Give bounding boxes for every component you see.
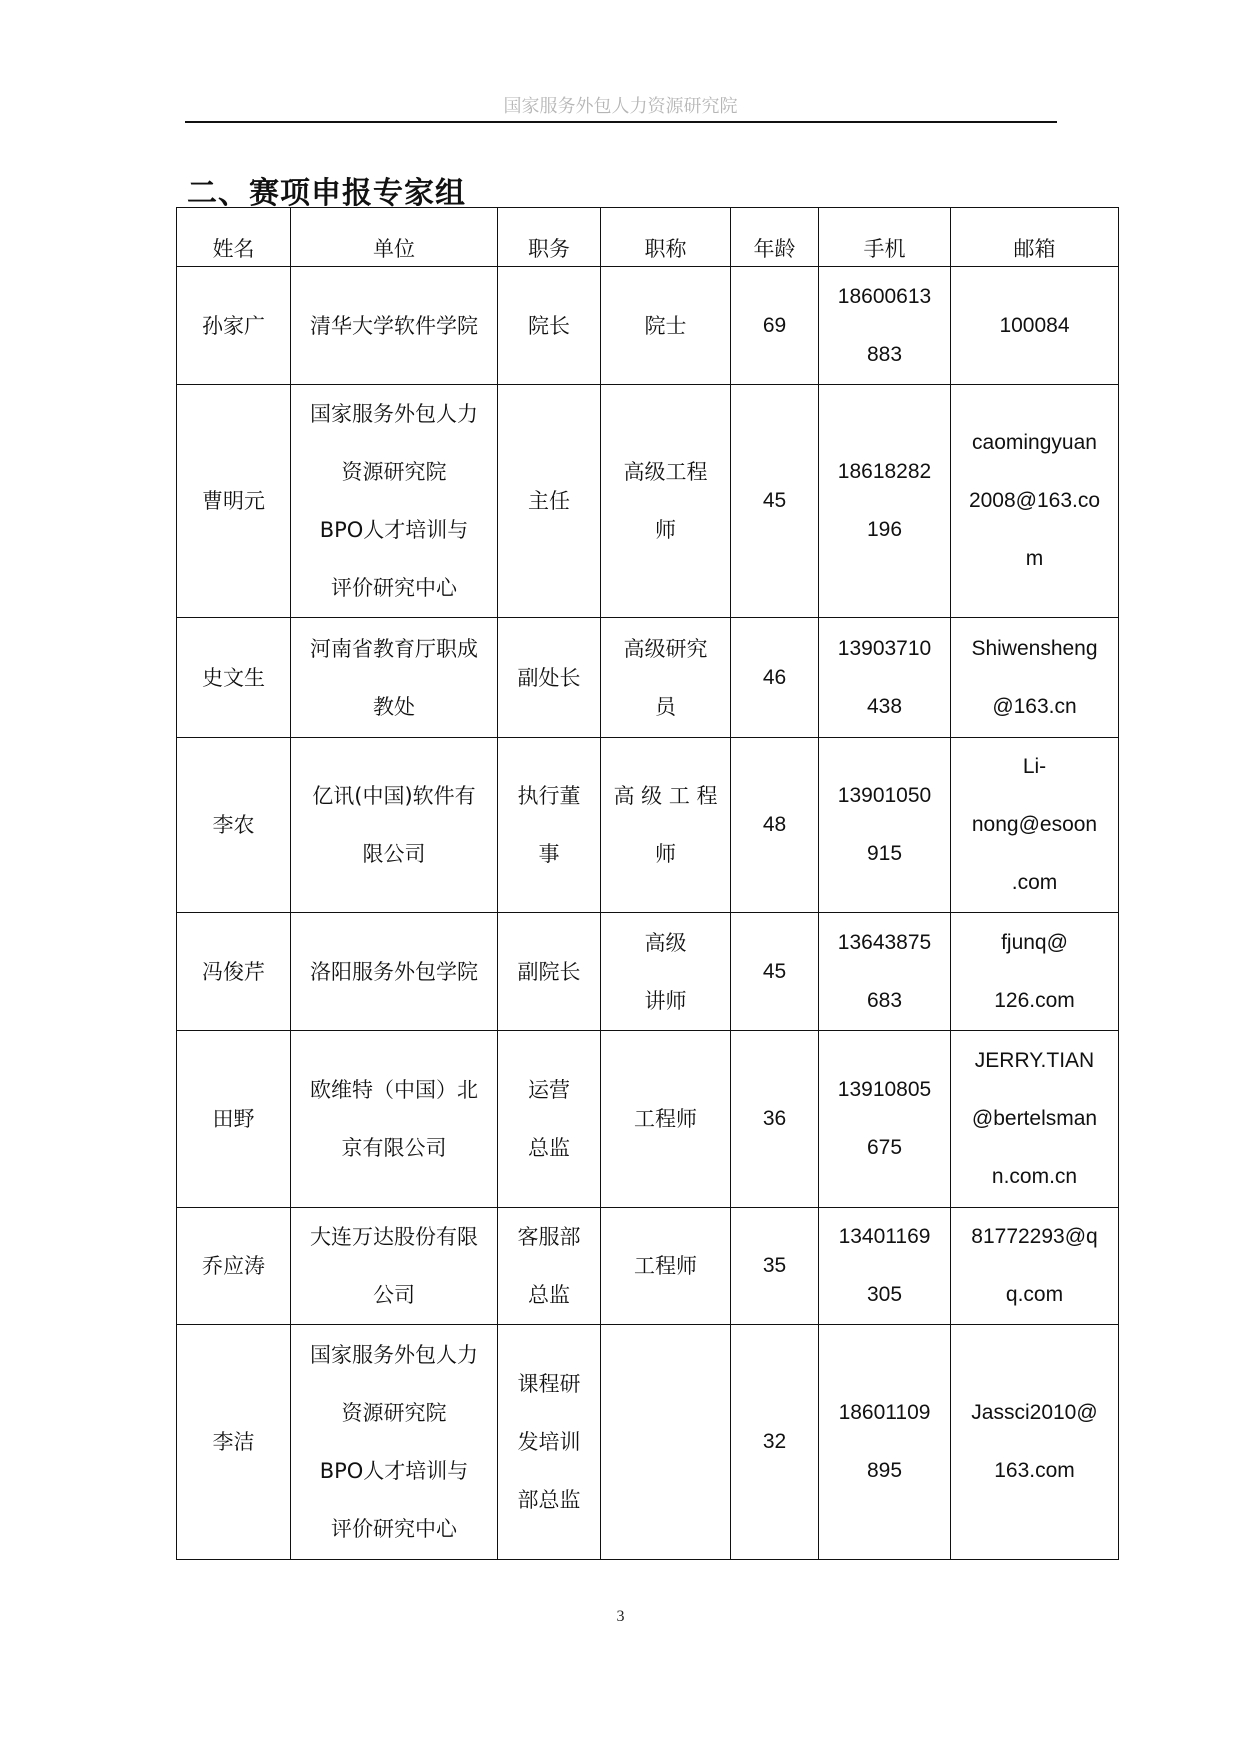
cell-title-line: 高级研究 — [623, 636, 708, 661]
table-row — [177, 913, 1119, 1031]
section-title: 二、赛项申报专家组 — [187, 176, 466, 211]
cell-email — [951, 913, 1119, 1031]
cell-title-line: 工程师 — [634, 1107, 697, 1131]
cell-age-text: 45 — [762, 959, 787, 983]
cell-email — [951, 385, 1119, 618]
cell-title-line: 高级 — [644, 930, 687, 955]
cell-unit-line: 清华大学软件学院 — [310, 313, 478, 338]
cell-unit-line: BPO人才培训与 — [319, 1459, 469, 1483]
cell-title — [601, 618, 731, 738]
cell-name-text: 孙家广 — [202, 313, 265, 338]
table-row — [177, 1325, 1119, 1560]
cell-name — [177, 1208, 291, 1325]
cell-position-line: 课程研 — [517, 1372, 581, 1396]
cell-age — [731, 618, 819, 738]
table-row — [177, 385, 1119, 618]
table-row — [177, 1031, 1119, 1208]
cell-email-line: Li- — [1022, 755, 1047, 778]
cell-unit — [291, 738, 498, 913]
cell-name-text: 李农 — [212, 813, 255, 837]
cell-age — [731, 1208, 819, 1325]
column-header-name: 姓名 — [177, 208, 291, 267]
cell-unit — [291, 385, 498, 618]
cell-title — [601, 1031, 731, 1208]
cell-age-text: 46 — [762, 665, 787, 689]
cell-email — [951, 618, 1119, 738]
cell-title — [601, 738, 731, 913]
cell-email-line: fjunq@ — [1001, 930, 1068, 954]
column-header-phone: 手机 — [819, 208, 951, 267]
table-body — [177, 267, 1119, 1560]
cell-email-line: Jassci2010@ — [971, 1401, 1098, 1424]
cell-unit-line: 亿讯(中国)软件有 — [312, 784, 476, 808]
cell-name — [177, 385, 291, 618]
cell-name-text: 冯俊芹 — [202, 959, 265, 984]
cell-phone-line: 13910805 — [837, 1078, 932, 1101]
column-header-email: 邮箱 — [951, 208, 1119, 267]
cell-phone-line: 196 — [866, 518, 903, 541]
cell-title-line: 高 级 工 程 — [613, 784, 718, 808]
expert-table — [176, 207, 1119, 1560]
column-header-unit: 单位 — [291, 208, 498, 267]
cell-title-line: 师 — [655, 518, 676, 542]
cell-phone — [819, 1325, 951, 1560]
cell-age — [731, 1031, 819, 1208]
cell-position — [498, 1325, 601, 1560]
cell-position-line: 客服部 — [517, 1225, 581, 1249]
cell-unit-line: 评价研究中心 — [331, 1517, 457, 1541]
cell-phone-line: 13643875 — [837, 930, 932, 954]
cell-phone — [819, 1208, 951, 1325]
cell-unit-line: 限公司 — [362, 842, 426, 866]
cell-age-text: 35 — [762, 1254, 787, 1277]
cell-position-line: 执行董 — [517, 784, 581, 808]
cell-title — [601, 385, 731, 618]
cell-name-text: 田野 — [212, 1107, 255, 1131]
cell-unit-line: 河南省教育厅职成 — [310, 636, 478, 661]
cell-phone-line: 13401169 — [838, 1225, 931, 1248]
cell-email-line: q.com — [1005, 1283, 1064, 1306]
cell-position-line: 发培训 — [517, 1430, 581, 1454]
cell-title — [601, 913, 731, 1031]
cell-unit — [291, 618, 498, 738]
cell-email-line: caomingyuan — [972, 431, 1097, 454]
cell-unit-line: 教处 — [373, 694, 415, 719]
cell-title-line: 讲师 — [644, 988, 687, 1013]
cell-position — [498, 738, 601, 913]
cell-age — [731, 913, 819, 1031]
cell-age-text: 48 — [762, 813, 787, 836]
cell-email — [951, 1325, 1119, 1560]
cell-name — [177, 1325, 291, 1560]
cell-email — [951, 1031, 1119, 1208]
cell-age-text: 69 — [762, 313, 787, 337]
cell-unit — [291, 1208, 498, 1325]
cell-email-line: 81772293@q — [971, 1225, 1098, 1248]
cell-name-text: 乔应涛 — [202, 1254, 265, 1278]
cell-title-line: 院士 — [644, 313, 687, 338]
cell-unit-line: 洛阳服务外包学院 — [310, 959, 478, 984]
cell-unit-line: 公司 — [373, 1283, 415, 1307]
cell-title — [601, 267, 731, 385]
cell-email-line: @bertelsman — [971, 1107, 1098, 1130]
cell-phone-line: 18618282 — [837, 460, 932, 483]
cell-phone-line: 18600613 — [837, 284, 932, 308]
page-number: 3 — [616, 1608, 625, 1625]
cell-position-line: 副处长 — [517, 665, 581, 690]
cell-unit — [291, 1031, 498, 1208]
cell-name-text: 史文生 — [202, 665, 265, 690]
cell-email-line: @163.cn — [992, 694, 1077, 718]
cell-unit-line: 评价研究中心 — [331, 576, 457, 600]
cell-phone-line: 683 — [866, 988, 903, 1012]
header-divider — [185, 121, 1057, 123]
cell-phone-line: 883 — [866, 342, 903, 366]
cell-age-text: 45 — [762, 489, 787, 512]
page-header: 国家服务外包人力资源研究院 — [503, 96, 738, 117]
cell-phone-line: 13903710 — [837, 636, 932, 660]
cell-position — [498, 385, 601, 618]
table-row — [177, 618, 1119, 738]
cell-unit — [291, 267, 498, 385]
cell-email-line: 163.com — [994, 1459, 1075, 1482]
cell-title-line: 师 — [655, 842, 676, 866]
cell-unit-line: 欧维特（中国）北 — [310, 1078, 478, 1102]
cell-name — [177, 1031, 291, 1208]
cell-phone — [819, 1031, 951, 1208]
cell-unit-line: 资源研究院 — [341, 460, 447, 484]
cell-age — [731, 738, 819, 913]
cell-phone — [819, 738, 951, 913]
cell-name — [177, 618, 291, 738]
cell-email-line: m — [1025, 547, 1044, 570]
cell-age-text: 32 — [762, 1430, 787, 1453]
table-row — [177, 1208, 1119, 1325]
cell-unit-line: 资源研究院 — [341, 1401, 447, 1425]
cell-email-line: 2008@163.co — [968, 489, 1101, 512]
table-row — [177, 267, 1119, 385]
column-header-title: 职称 — [601, 208, 731, 267]
cell-email — [951, 738, 1119, 913]
cell-age — [731, 267, 819, 385]
cell-position — [498, 913, 601, 1031]
cell-title-line: 员 — [655, 694, 676, 719]
cell-email — [951, 1208, 1119, 1325]
cell-phone — [819, 267, 951, 385]
cell-unit-line: 国家服务外包人力 — [310, 402, 478, 426]
cell-email-line: nong@esoon — [971, 813, 1098, 836]
cell-position-line: 部总监 — [517, 1488, 581, 1512]
cell-age — [731, 385, 819, 618]
cell-unit — [291, 1325, 498, 1560]
table-header-row — [177, 208, 1119, 267]
cell-position-line: 副院长 — [517, 959, 581, 984]
cell-age-text: 36 — [762, 1107, 787, 1130]
cell-position-line: 总监 — [528, 1136, 570, 1160]
cell-phone-line: 13901050 — [837, 784, 932, 807]
table-row — [177, 738, 1119, 913]
cell-name-text: 李洁 — [212, 1430, 255, 1454]
cell-position — [498, 267, 601, 385]
cell-title-line: 工程师 — [634, 1254, 697, 1278]
cell-name-text: 曹明元 — [202, 489, 265, 513]
cell-name — [177, 913, 291, 1031]
cell-title — [601, 1325, 731, 1560]
cell-phone-line: 18601109 — [838, 1401, 931, 1424]
cell-email-line: Shiwensheng — [971, 636, 1098, 660]
cell-phone — [819, 913, 951, 1031]
cell-phone-line: 438 — [866, 694, 903, 718]
cell-unit-line: BPO人才培训与 — [319, 518, 469, 542]
cell-email-line: JERRY.TIAN — [974, 1049, 1095, 1072]
cell-email — [951, 267, 1119, 385]
cell-position — [498, 1031, 601, 1208]
cell-unit-line: 国家服务外包人力 — [310, 1343, 478, 1367]
cell-email-line: .com — [1011, 871, 1058, 894]
cell-phone-line: 675 — [866, 1136, 903, 1159]
cell-phone — [819, 618, 951, 738]
cell-email-line: 126.com — [994, 988, 1075, 1012]
cell-name — [177, 267, 291, 385]
cell-phone-line: 895 — [866, 1459, 903, 1482]
cell-unit-line: 京有限公司 — [341, 1136, 447, 1160]
cell-phone-line: 915 — [866, 842, 903, 865]
cell-phone — [819, 385, 951, 618]
column-header-position: 职务 — [498, 208, 601, 267]
cell-position — [498, 618, 601, 738]
cell-title — [601, 1208, 731, 1325]
cell-position-line: 院长 — [528, 313, 570, 338]
cell-position-line: 事 — [538, 842, 560, 866]
cell-phone-line: 305 — [866, 1283, 903, 1306]
column-header-age: 年龄 — [731, 208, 819, 267]
cell-position-line: 运营 — [528, 1078, 570, 1102]
cell-unit-line: 大连万达股份有限 — [310, 1225, 478, 1249]
cell-title-line: 高级工程 — [623, 460, 708, 484]
cell-position-line: 总监 — [528, 1283, 570, 1307]
cell-position — [498, 1208, 601, 1325]
cell-name — [177, 738, 291, 913]
cell-age — [731, 1325, 819, 1560]
cell-unit — [291, 913, 498, 1031]
cell-email-line: n.com.cn — [991, 1165, 1078, 1188]
cell-position-line: 主任 — [528, 489, 570, 513]
cell-email-line: 100084 — [999, 313, 1070, 337]
